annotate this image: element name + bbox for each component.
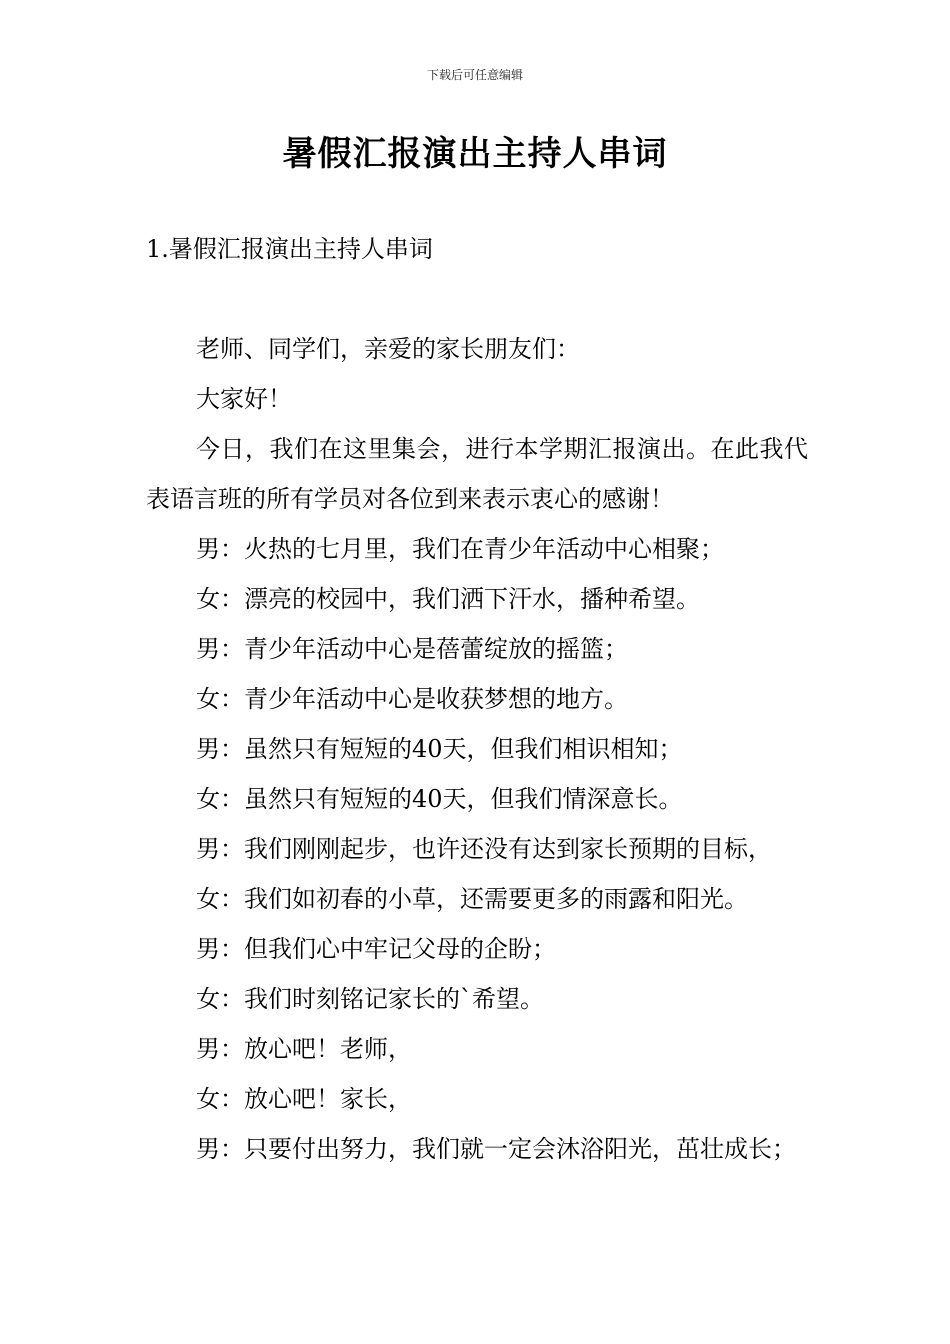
header-note: 下载后可任意编辑 — [426, 68, 523, 82]
paragraph: 女：虽然只有短短的40天，但我们情深意长。 — [196, 785, 683, 813]
document-title: 暑假汇报演出主持人串词 — [282, 134, 668, 174]
paragraph: 女：我们如初春的小草，还需要更多的雨露和阳光。 — [196, 885, 748, 913]
paragraph: 女：放心吧！家长， — [196, 1085, 412, 1113]
paragraph: 男：火热的七月里，我们在青少年活动中心相聚； — [196, 535, 724, 563]
paragraph: 女：我们时刻铭记家长的`希望。 — [196, 985, 544, 1013]
paragraph: 老师、同学们，亲爱的家长朋友们： — [196, 335, 580, 363]
paragraph: 女：青少年活动中心是收获梦想的地方。 — [196, 685, 628, 713]
section-heading: 1.暑假汇报演出主持人串词 — [146, 235, 433, 263]
paragraph: 男：我们刚刚起步，也许还没有达到家长预期的目标， — [196, 835, 772, 863]
paragraph: 男：虽然只有短短的40天，但我们相识相知； — [196, 735, 683, 763]
paragraph: 男：但我们心中牢记父母的企盼； — [196, 935, 556, 963]
paragraph: 男：只要付出努力，我们就一定会沐浴阳光，茁壮成长； — [196, 1135, 796, 1163]
document-body — [146, 224, 808, 1174]
paragraph: 男：青少年活动中心是蓓蕾绽放的摇篮； — [196, 635, 628, 663]
paragraph: 大家好！ — [196, 385, 292, 413]
paragraph: 男：放心吧！老师， — [196, 1035, 412, 1063]
paragraph: 女：漂亮的校园中，我们洒下汗水，播种希望。 — [196, 585, 700, 613]
paragraph: 今日，我们在这里集会，进行本学期汇报演出。在此我代表语言班的所有学员对各位到来表示衷心的感谢！ — [146, 435, 808, 513]
